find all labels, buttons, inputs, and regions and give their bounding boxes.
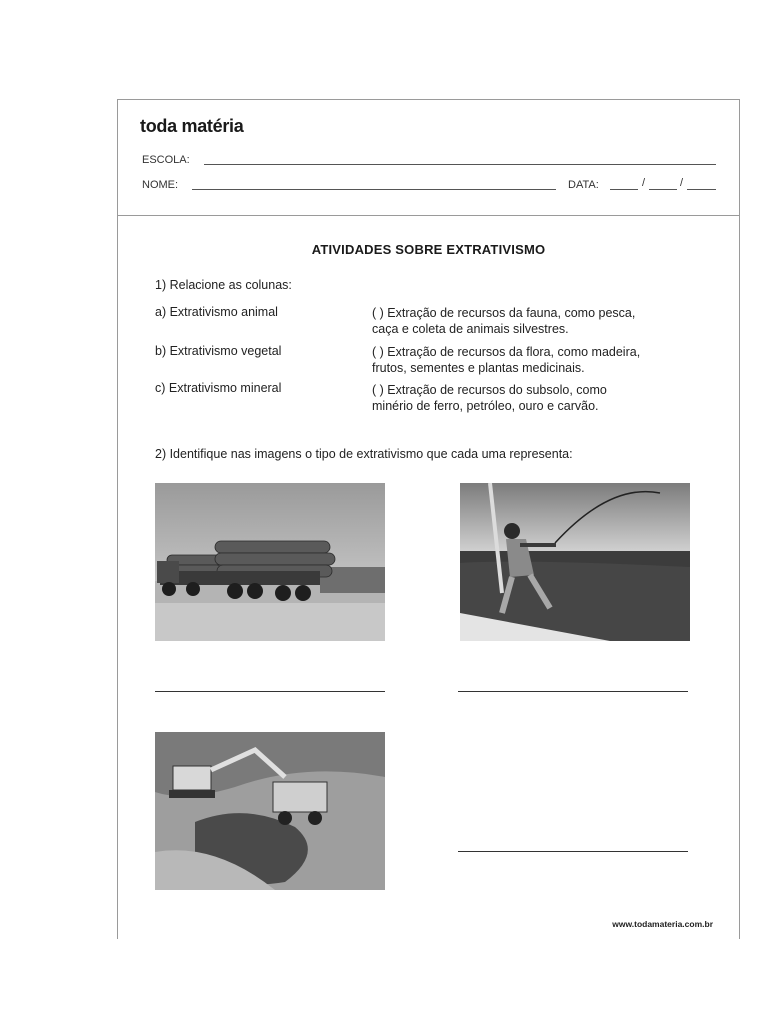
date-month-field[interactable] (649, 189, 677, 190)
answer-line-3[interactable] (458, 851, 688, 852)
answer-line-1[interactable] (155, 691, 385, 692)
match-item-right-line: caça e coleta de animais silvestres. (372, 322, 569, 336)
answer-line-2[interactable] (458, 691, 688, 692)
match-item-right-line: ( ) Extração de recursos do subsolo, como (372, 383, 607, 397)
date-year-field[interactable] (687, 189, 716, 190)
brand-logo: toda matéria (140, 116, 244, 136)
school-label: ESCOLA: (142, 154, 190, 166)
match-item-left: c) Extrativismo mineral (155, 381, 282, 395)
name-label: NOME: (142, 179, 179, 191)
question-1-prompt: 1) Relacione as colunas: (155, 278, 292, 292)
date-day-field[interactable] (610, 189, 638, 190)
match-item-right-line: minério de ferro, petróleo, ouro e carvão. (372, 399, 599, 413)
date-label: DATA: (568, 179, 599, 191)
date-separator: / (680, 177, 684, 189)
footer-url[interactable]: www.todamateria.com.br (612, 919, 713, 929)
mining-excavator-photo (155, 732, 385, 890)
match-item-left: b) Extrativismo vegetal (155, 344, 282, 358)
match-item-left: a) Extrativismo animal (155, 305, 278, 319)
match-item-right-line: ( ) Extração de recursos da flora, como madeira, (372, 345, 641, 359)
school-field[interactable] (204, 164, 716, 165)
worksheet-title: ATIVIDADES SOBRE EXTRATIVISMO (311, 242, 546, 257)
name-field[interactable] (192, 189, 556, 190)
log-truck-photo (155, 483, 385, 641)
match-item-right[interactable] (372, 344, 702, 376)
question-2-prompt: 2) Identifique nas imagens o tipo de extrativismo que cada uma representa: (155, 447, 573, 461)
match-item-right[interactable] (372, 305, 702, 337)
date-separator: / (642, 177, 646, 189)
fishing-boat-photo (460, 483, 690, 641)
worksheet (117, 99, 740, 939)
worksheet-header (118, 100, 739, 216)
match-item-right-line: frutos, sementes e plantas medicinais. (372, 361, 585, 375)
match-item-right-line: ( ) Extração de recursos da fauna, como pesca, (372, 306, 636, 320)
match-item-right[interactable] (372, 382, 702, 414)
